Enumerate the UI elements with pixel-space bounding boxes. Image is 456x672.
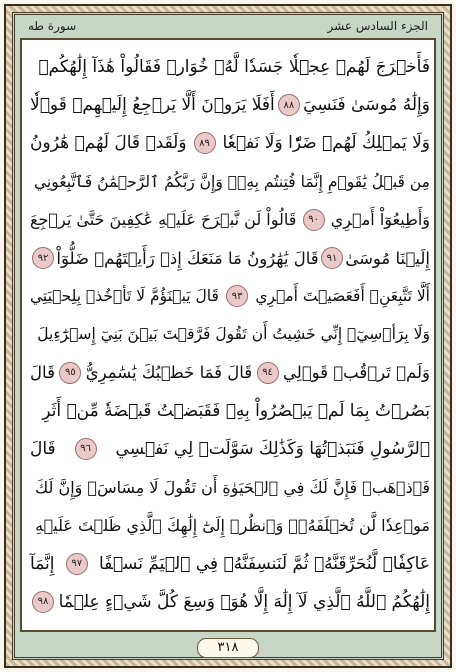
verse-line bbox=[30, 583, 430, 621]
verse-text: إِلَيۡنَا مُوسَىٰ bbox=[345, 248, 430, 268]
verse-line bbox=[30, 86, 430, 124]
verse-text: قَالَ يَبۡنَؤُمَّ لَا تَأۡخُذۡ بِلِحۡيَتِي bbox=[30, 287, 219, 306]
ayah-marker: ٩٧ bbox=[66, 553, 88, 575]
verse-line bbox=[30, 277, 430, 315]
verse-text: قَالَ bbox=[30, 363, 55, 383]
juz-title: الجزء السادس عشر bbox=[327, 19, 428, 33]
verse-line bbox=[30, 48, 430, 86]
text-panel bbox=[20, 38, 436, 632]
verse-text: مَوۡعِدٗا لَّن تُخۡلَفَهُۥۖ وَٱنظُرۡ إِلَىٰٓ إِلَٰهِكَ ٱلَّذِي ظَلۡتَ عَلَيۡهِ bbox=[35, 515, 430, 535]
ayah-marker: ٩٠ bbox=[303, 209, 325, 231]
verse-text: وَلَا بِرَأۡسِيٓۖ إِنِّي خَشِيتُ أَن تَقُولَ فَرَّقۡتَ بَيۡنَ بَنِيٓ إِسۡرَٰٓءِيلَ bbox=[37, 325, 430, 344]
verse-text: بَصُرۡتُ بِمَا لَمۡ يَبۡصُرُواْ بِهِۦ فَقَبَضۡتُ قَبۡضَةٗ مِّنۡ أَثَرِ bbox=[42, 400, 430, 421]
page-footer bbox=[0, 636, 456, 660]
verse-text: فَٱذۡهَبۡ فَإِنَّ لَكَ فِي ٱلۡحَيَوٰةِ أَن تَقُولَ لَا مِسَاسَۖ وَإِنَّ لَكَ bbox=[35, 477, 430, 497]
page-number: ٣١٨ bbox=[197, 638, 259, 658]
verse-text: وَإِلَٰهُ مُوسَىٰ فَنَسِيَ bbox=[303, 95, 430, 116]
verse-line bbox=[30, 392, 430, 430]
verse-text: أَفَلَا يَرَوۡنَ أَلَّا يَرۡجِعُ إِلَيۡهِمۡ قَوۡلٗا bbox=[30, 95, 275, 116]
ayah-marker: ٩٢ bbox=[32, 247, 54, 269]
ayah-marker: ٨٩ bbox=[194, 132, 216, 154]
ayah-marker: ٩١ bbox=[321, 247, 343, 269]
verse-line bbox=[30, 315, 430, 353]
verse-text: قَالُواْ لَن نَّبۡرَحَ عَلَيۡهِ عَٰكِفِينَ حَتَّىٰ يَرۡجِعَ bbox=[30, 210, 297, 230]
verse-lines bbox=[30, 48, 430, 621]
verse-text: فَأَخۡرَجَ لَهُمۡ عِجۡلٗا جَسَدٗا لَّهُۥ خُوَارٞ فَقَالُواْ هَٰذَآ إِلَٰهُكُمۡ bbox=[38, 57, 430, 78]
verse-line bbox=[30, 506, 430, 544]
verse-line bbox=[30, 163, 430, 201]
verse-text: وَلَقَدۡ قَالَ لَهُمۡ هَٰرُونُ bbox=[30, 133, 187, 154]
verse-line bbox=[30, 544, 430, 582]
verse-text: ٱلرَّسُولِ فَنَبَذۡتُهَا وَكَذَٰلِكَ سَوَّلَتۡ لِي نَفۡسِي bbox=[115, 438, 430, 459]
ayah-marker: ٩٦ bbox=[75, 438, 97, 460]
verse-line bbox=[30, 124, 430, 162]
verse-line bbox=[30, 354, 430, 392]
surah-title: سورة طه bbox=[28, 19, 77, 33]
verse-text: إِنَّمَآ bbox=[30, 553, 55, 574]
verse-text: عَاكِفٗاۖ لَّنُحَرِّقَنَّهُۥ ثُمَّ لَنَنسِفَنَّهُۥ فِي ٱلۡيَمِّ نَسۡفًا bbox=[99, 553, 430, 574]
verse-line bbox=[30, 430, 430, 468]
ayah-marker: ٩٨ bbox=[32, 591, 54, 613]
page-header bbox=[18, 16, 438, 36]
ayah-marker: ٩٣ bbox=[226, 285, 248, 307]
verse-text: قَالَ bbox=[30, 438, 56, 459]
verse-line bbox=[30, 201, 430, 239]
verse-line bbox=[30, 468, 430, 506]
verse-text: إِلَٰهُكُمُ ٱللَّهُ ٱلَّذِي لَآ إِلَٰهَ إِلَّا هُوَۚ وَسِعَ كُلَّ شَيۡءٍ عِلۡمٗا bbox=[58, 591, 430, 612]
verse-line bbox=[30, 239, 430, 277]
verse-text: وَلَا يَمۡلِكُ لَهُمۡ ضَرّٗا وَلَا نَفۡعٗا bbox=[222, 133, 430, 154]
verse-text: قَالَ يَٰهَٰرُونُ مَا مَنَعَكَ إِذۡ رَأَيۡتَهُمۡ ضَلُّوٓاْ bbox=[56, 248, 319, 268]
verse-text: مِن قَبۡلُ يَٰقَوۡمِ إِنَّمَا فُتِنتُم بِهِۦۖ وَإِنَّ رَبَّكُمُ ٱلرَّحۡمَٰنُ فَٱتَّبِعُونِي bbox=[34, 172, 430, 191]
verse-text: وَلَمۡ تَرۡقُبۡ قَوۡلِي bbox=[282, 363, 430, 383]
ayah-marker: ٨٨ bbox=[278, 94, 300, 116]
ayah-marker: ٩٤ bbox=[257, 362, 279, 384]
verse-text: قَالَ فَمَا خَطۡبُكَ يَٰسَٰمِرِيُّ bbox=[85, 363, 253, 383]
ayah-marker: ٩٥ bbox=[59, 362, 81, 384]
verse-text: وَأَطِيعُوٓاْ أَمۡرِي bbox=[330, 210, 430, 230]
verse-text: أَلَّا تَتَّبِعَنِۖ أَفَعَصَيۡتَ أَمۡرِي bbox=[255, 287, 430, 306]
